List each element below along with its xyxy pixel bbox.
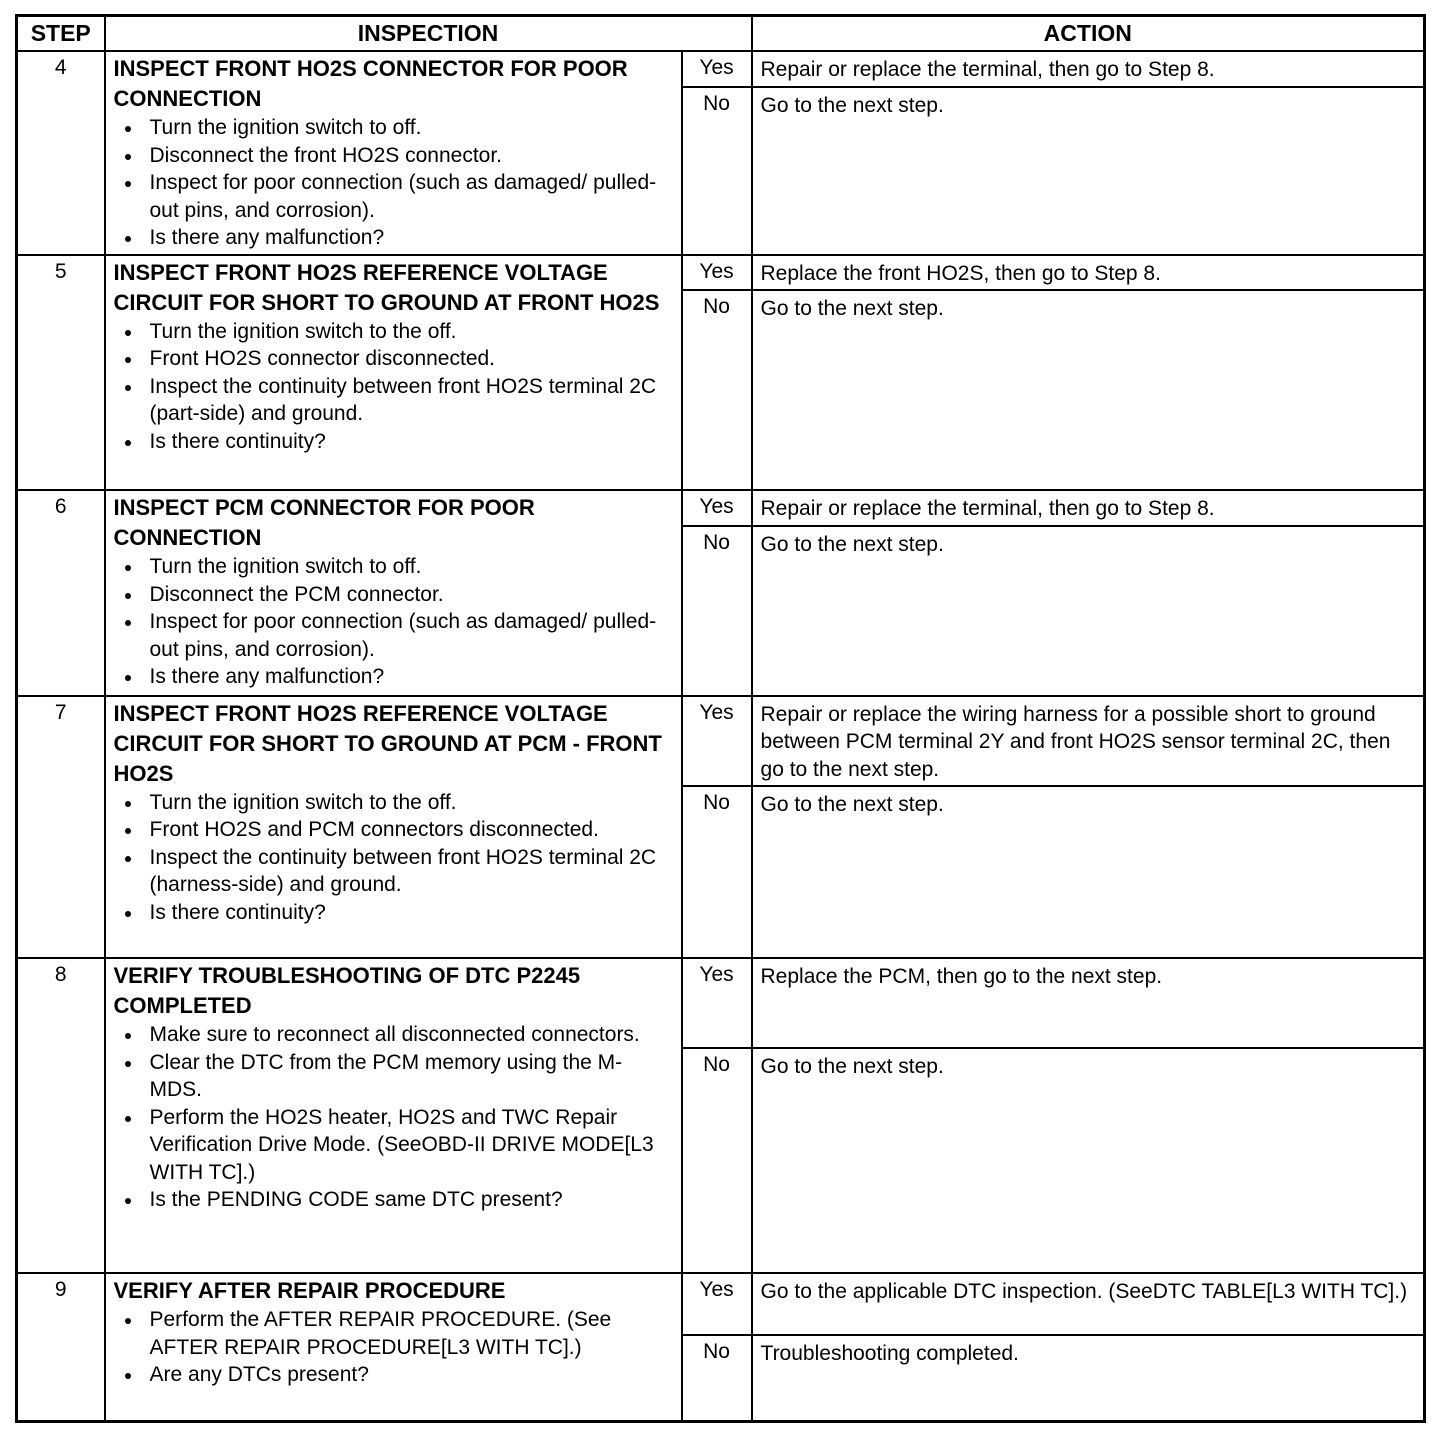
yes-label: Yes <box>682 958 752 1048</box>
no-label: No <box>682 526 752 696</box>
inspection-bullet: Turn the ignition switch to the off. <box>114 789 675 817</box>
inspection-cell <box>105 696 682 959</box>
inspection-bullet: Is there continuity? <box>114 428 675 456</box>
inspection-bullet: Make sure to reconnect all disconnected connectors. <box>114 1021 675 1049</box>
inspection-cell <box>105 51 682 255</box>
no-action: Go to the next step. <box>752 526 1425 696</box>
no-action: Go to the next step. <box>752 1048 1425 1273</box>
inspection-bullet: Clear the DTC from the PCM memory using the M-MDS. <box>114 1049 675 1104</box>
troubleshooting-sheet <box>15 14 1423 1423</box>
table-row <box>17 51 1425 87</box>
header-row <box>17 16 1425 52</box>
inspection-bullet: Turn the ignition switch to off. <box>114 114 675 142</box>
table-row <box>17 255 1425 291</box>
inspection-bullet: Is there any malfunction? <box>114 224 675 252</box>
inspection-bullet: Perform the AFTER REPAIR PROCEDURE. (See AFTER REPAIR PROCEDURE[L3 WITH TC].) <box>114 1306 675 1361</box>
inspection-bullet: Disconnect the front HO2S connector. <box>114 142 675 170</box>
yes-label: Yes <box>682 490 752 526</box>
inspection-bullets <box>114 114 675 252</box>
yes-label: Yes <box>682 696 752 787</box>
yes-label: Yes <box>682 255 752 291</box>
inspection-bullets <box>114 789 675 927</box>
yes-action: Repair or replace the wiring harness for a possible short to ground between PCM terminal 2Y and front HO2S sensor terminal 2C, then go to the next step. <box>752 696 1425 787</box>
yes-action: Replace the front HO2S, then go to Step 8. <box>752 255 1425 291</box>
step-number: 6 <box>17 490 105 696</box>
inspection-title: INSPECT FRONT HO2S REFERENCE VOLTAGE CIRCUIT FOR SHORT TO GROUND AT FRONT HO2S <box>113 259 660 315</box>
no-label: No <box>682 1048 752 1273</box>
inspection-bullet: Is the PENDING CODE same DTC present? <box>114 1186 675 1214</box>
no-action: Troubleshooting completed. <box>752 1335 1425 1421</box>
inspection-title: VERIFY AFTER REPAIR PROCEDURE <box>113 1278 506 1303</box>
troubleshooting-table <box>15 14 1426 1423</box>
step-number: 9 <box>17 1273 105 1421</box>
yes-label: Yes <box>682 1273 752 1335</box>
step-number: 7 <box>17 696 105 959</box>
inspection-title: INSPECT FRONT HO2S CONNECTOR FOR POOR CONNECTION <box>113 56 628 111</box>
inspection-bullets <box>114 553 675 691</box>
inspection-cell <box>105 1273 682 1421</box>
inspection-bullets <box>114 1306 675 1389</box>
inspection-bullet: Front HO2S and PCM connectors disconnected. <box>114 816 675 844</box>
inspection-bullet: Inspect the continuity between front HO2S terminal 2C (harness-side) and ground. <box>114 844 675 899</box>
inspection-bullet: Perform the HO2S heater, HO2S and TWC Repair Verification Drive Mode. (SeeOBD-II DRIVE MODE[L3 WITH TC].) <box>114 1104 675 1187</box>
inspection-bullet: Is there any malfunction? <box>114 663 675 691</box>
step-number: 8 <box>17 958 105 1273</box>
inspection-cell <box>105 255 682 491</box>
inspection-bullet: Turn the ignition switch to off. <box>114 553 675 581</box>
inspection-bullet: Disconnect the PCM connector. <box>114 581 675 609</box>
no-label: No <box>682 1335 752 1421</box>
no-label: No <box>682 87 752 255</box>
inspection-bullet: Turn the ignition switch to the off. <box>114 318 675 346</box>
no-action: Go to the next step. <box>752 786 1425 958</box>
inspection-title: VERIFY TROUBLESHOOTING OF DTC P2245 COMPLETED <box>113 963 581 1018</box>
inspection-bullet: Are any DTCs present? <box>114 1361 675 1389</box>
inspection-title: INSPECT PCM CONNECTOR FOR POOR CONNECTION <box>113 495 535 550</box>
step-header: STEP <box>17 16 105 52</box>
yes-label: Yes <box>682 51 752 87</box>
yes-action: Repair or replace the terminal, then go to Step 8. <box>752 490 1425 526</box>
no-label: No <box>682 290 752 490</box>
table-row <box>17 958 1425 1048</box>
no-action: Go to the next step. <box>752 87 1425 255</box>
inspection-cell <box>105 958 682 1273</box>
inspection-bullet: Inspect for poor connection (such as damaged/ pulled-out pins, and corrosion). <box>114 608 675 663</box>
inspection-bullet: Front HO2S connector disconnected. <box>114 345 675 373</box>
table-row <box>17 1273 1425 1335</box>
table-row <box>17 490 1425 526</box>
action-header: ACTION <box>752 16 1425 52</box>
no-label: No <box>682 786 752 958</box>
inspection-bullets <box>114 1021 675 1214</box>
inspection-bullet: Inspect the continuity between front HO2S terminal 2C (part-side) and ground. <box>114 373 675 428</box>
table-row <box>17 696 1425 787</box>
no-action: Go to the next step. <box>752 290 1425 490</box>
yes-action: Repair or replace the terminal, then go to Step 8. <box>752 51 1425 87</box>
step-number: 5 <box>17 255 105 491</box>
inspection-title: INSPECT FRONT HO2S REFERENCE VOLTAGE CIRCUIT FOR SHORT TO GROUND AT PCM - FRONT HO2S <box>113 700 662 786</box>
step-number: 4 <box>17 51 105 255</box>
inspection-bullet: Is there continuity? <box>114 899 675 927</box>
inspection-bullet: Inspect for poor connection (such as damaged/ pulled-out pins, and corrosion). <box>114 169 675 224</box>
yes-action: Go to the applicable DTC inspection. (SeeDTC TABLE[L3 WITH TC].) <box>752 1273 1425 1335</box>
inspection-cell <box>105 490 682 696</box>
inspection-bullets <box>114 318 675 456</box>
table-body <box>17 51 1425 1421</box>
inspection-header: INSPECTION <box>105 16 752 52</box>
yes-action: Replace the PCM, then go to the next step. <box>752 958 1425 1048</box>
